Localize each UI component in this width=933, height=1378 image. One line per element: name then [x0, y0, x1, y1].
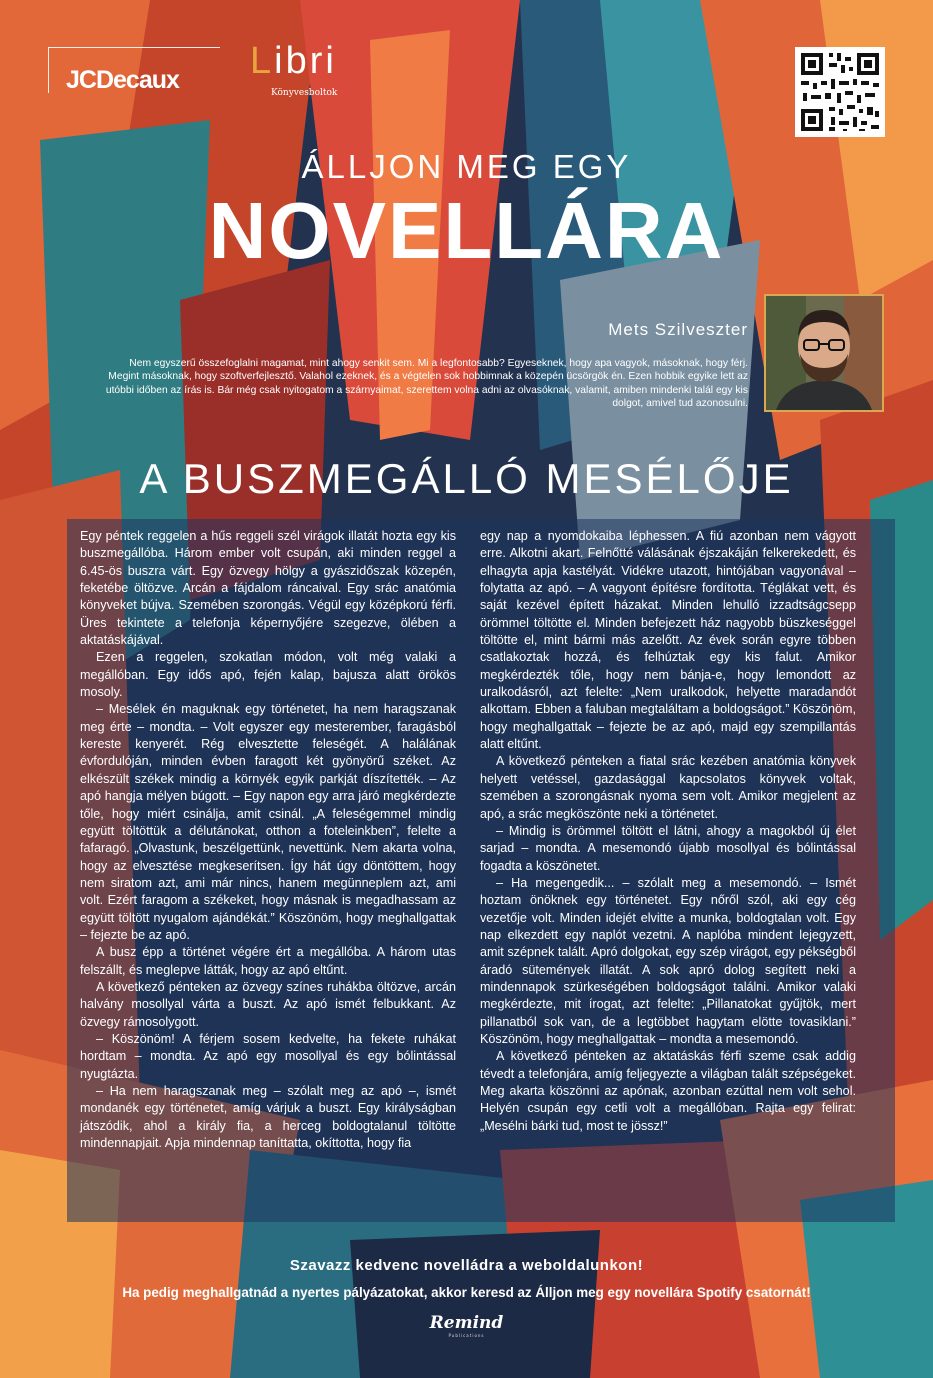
page-title: NOVELLÁRA — [208, 186, 725, 275]
story-paragraph: Ezen a reggelen, szokatlan módon, volt még valaki a megállóban. Egy idős apó, fején kalap, bajusza alatt örökös mosoly. — [80, 650, 456, 700]
footer-spotify-text: Ha pedig meghallgatnád a nyertes pályázatokat, akkor keresd az Álljon meg egy novellára Spotify csatornát! — [122, 1285, 811, 1300]
story-column-left — [80, 528, 456, 1152]
libri-subtitle: Könyvesboltok — [271, 88, 338, 98]
story-paragraph: – Mindig is örömmel töltött el látni, ahogy a magokból új élet sarjad – mondta. A mesemondó újabb mosollyal és bólintással fogadta a köszönetet. — [480, 823, 856, 873]
libri-logo-rest: ibri — [274, 40, 337, 82]
author-name: Mets Szilveszter — [608, 320, 748, 339]
story-paragraph: Egy péntek reggelen a hűs reggeli szél virágok illatát hozta egy kis buszmegállóba. Három ember volt csupán, aki minden reggel a 6.45-ös buszra várt. Egy özvegy hölgy a gyászidőszak közepén, feketébe öltözve. Arcán a fájdalom ráncaival. Egy srác anatómia könyveket bújva. Szemében szorongás. Végül egy középkorú férfi. Üres tekintete a telefonja képernyőjére szegezve, ölében a aktatáskájával. — [80, 529, 456, 648]
author-photo — [764, 294, 884, 412]
story-paragraph: A következő pénteken az aktatáskás férfi szeme csak addig tévedt a telefonjára, amíg feljegyezte a világban talált szépségeket. Meg akarta köszönni az apónak, azonban ezúttal nem volt sehol. Helyén csupán egy cetli volt a megállóban. Rajta egy felirat: „Mesélni bárki tud, most te jössz!” — [480, 1049, 856, 1133]
story-paragraph: – Köszönöm! A férjem sosem kedvelte, ha fekete ruhákat hordtam – mondta. Az apó egy mosollyal és egy bólintással nyugtázta. — [80, 1031, 456, 1081]
story-paragraph: – Ha megengedik... – szólalt meg a mesemondó. – Ismét hoztam önöknek egy történetet. Egy nőről szól, aki egy cég vezetője volt. Minden idejét elvitte a munka, boldogtalan volt. Egy nap elkezdett egy naplót vezetni. A naplóba mindent lejegyzett, amit szépnek talált. Apró dolgokat, egy szép virágot, egy pékségből áradó sütemények illatát. A sok apró dolog segített neki a mindennapok szürkeségében boldogságot találni. Amikor valaki megkérdezte, mit írogat, azt felelte: „Pillanatokat gyűjtök, mert pillanatból sok van, de a legtöbbet hagytam elötte tovasiklani.” Köszönöm, hogy meghallgattak – mondta a mesemondó. — [480, 875, 856, 1046]
logo-frame-line — [48, 47, 220, 48]
remind-logo: Remind — [429, 1313, 504, 1333]
footer-vote-text: Szavazz kedvenc novelládra a weboldalunkon! — [289, 1257, 644, 1274]
story-title: A BUSZMEGÁLLÓ MESÉLŐJE — [139, 455, 794, 502]
story-paragraph: A következő pénteken az özvegy színes ruhákba öltözve, arcán halvány mosollyal várta a buszt. Az apó ismét felbukkant. Az özvegy rámosolygott. — [80, 979, 456, 1029]
qr-code-icon[interactable] — [795, 47, 885, 137]
libri-logo — [250, 40, 337, 83]
story-paragraph: – Mesélek én maguknak egy történetet, ha nem haragszanak meg érte – mondta. – Volt egyszer egy mesterember, faragásból kereste kenyerét. Rég elvesztette feleségét. A halálának évfordulóján, minden évben faragott két gyönyörű széket. Az elkészült székek mindig a környék egyik parkját díszítették. – Az apó hangja mélyen búgott. – Egy napon egy arra járó megkérdezte tőle, hogy miért csinálja, amit csinál. „A feleségemmel mindig együtt töltöttük a délutánokat, otthon a foteleinkben”, felelte a fafaragó. „Olvastunk, beszélgettünk, nevettünk. Nem akarta volna, hogy az elvesztése megkeserítsen. Így hát úgy döntöttem, hogy nem siratom azt, ami már nincs, hanem megünneplem azt, ami volt. Ezért faragom a székeket, hogy másnak is megadhassam az együtt töltött nyugalom ajándékát.” Köszönöm, hogy meghallgattak – fejezte be az apó. — [80, 702, 456, 942]
libri-logo-initial: L — [250, 40, 275, 82]
author-portrait-icon — [766, 296, 882, 410]
story-paragraph: A busz épp a történet végére ért a megállóba. A három utas felszállt, és meglepve látták, hogy az apó eltűnt. — [80, 945, 456, 977]
story-column-right — [480, 528, 856, 1135]
jcdecaux-logo: JCDecaux — [66, 66, 179, 94]
story-paragraph: egy nap a nyomdokaiba léphessen. A fiú azonban nem vágyott erre. Alkotni akart. Felnőtté válásának éjszakáján felkerekedett, és elhagyta apja kastélyát. Vidékre utazott, hintójában vagyonával – folytatta az apó. – A vagyont építésre fordította. Téglákat vett, és saját kezével épített házakat. Minden lehulló izzadtságcsepp örömmel töltötte el. Minden befejezett ház nagyobb büszkeséggel töltötte el, mint bármi más azelőtt. Az évek során egyre többen csatlakoztak hozzá, és felhúztak egy kis falut. Amikor megkérdezték tőle, hogy nem bánja-e, hogy lemondott az uralkodásról, azt felelte: „Nem uralkodok, helyette maradandót alkottam. Ebben a faluban megtaláltam a boldogságot.” Köszönöm, hogy meghallgattak – fejezte be az apó, majd egy szempillantás alatt eltűnt. — [480, 529, 856, 752]
story-paragraph: – Ha nem haragszanak meg – szólalt meg az apó –, ismét mondanék egy történetet, amíg várjuk a buszt. Egy királyságban játszódik, ahol a király fia, a herceg boldogtalanul töltötte mindennapjait. Apja mindennap taníttatta, okíttotta, hogy fia — [80, 1084, 456, 1151]
pre-title: ÁLLJON MEG EGY — [301, 148, 632, 185]
logo-frame-line — [48, 47, 49, 93]
author-bio: Nem egyszerű összefoglalni magamat, mint ahogy senkit sem. Mi a legfontosabb? Egyeseknek, hogy apa vagyok, másoknak, hogy férj. Megint másoknak, hogy szoftverfejlesztő. Valahol ezeknek, és a végtelen sok hobbimnak a közepén ücsörgök én. Ezen hobbik egyike lett az utóbbi időben az írás is. Bár még csak nyitogatom a szárnyaimat, szerettem volna adni az olvasóknak, valamit, amiben mindenki talál egy kis dolgot, amivel tud azonosulni. — [105, 358, 748, 410]
story-paragraph: A következő pénteken a fiatal srác kezében anatómia könyvek helyett vetéssel, gazdasággal kapcsolatos könyvek voltak, szemében a szorongásnak nyoma sem volt. Amikor megjelent az apó, a srác megköszönte neki a történetet. — [480, 754, 856, 821]
remind-logo-subtitle: Publications — [448, 1333, 485, 1338]
